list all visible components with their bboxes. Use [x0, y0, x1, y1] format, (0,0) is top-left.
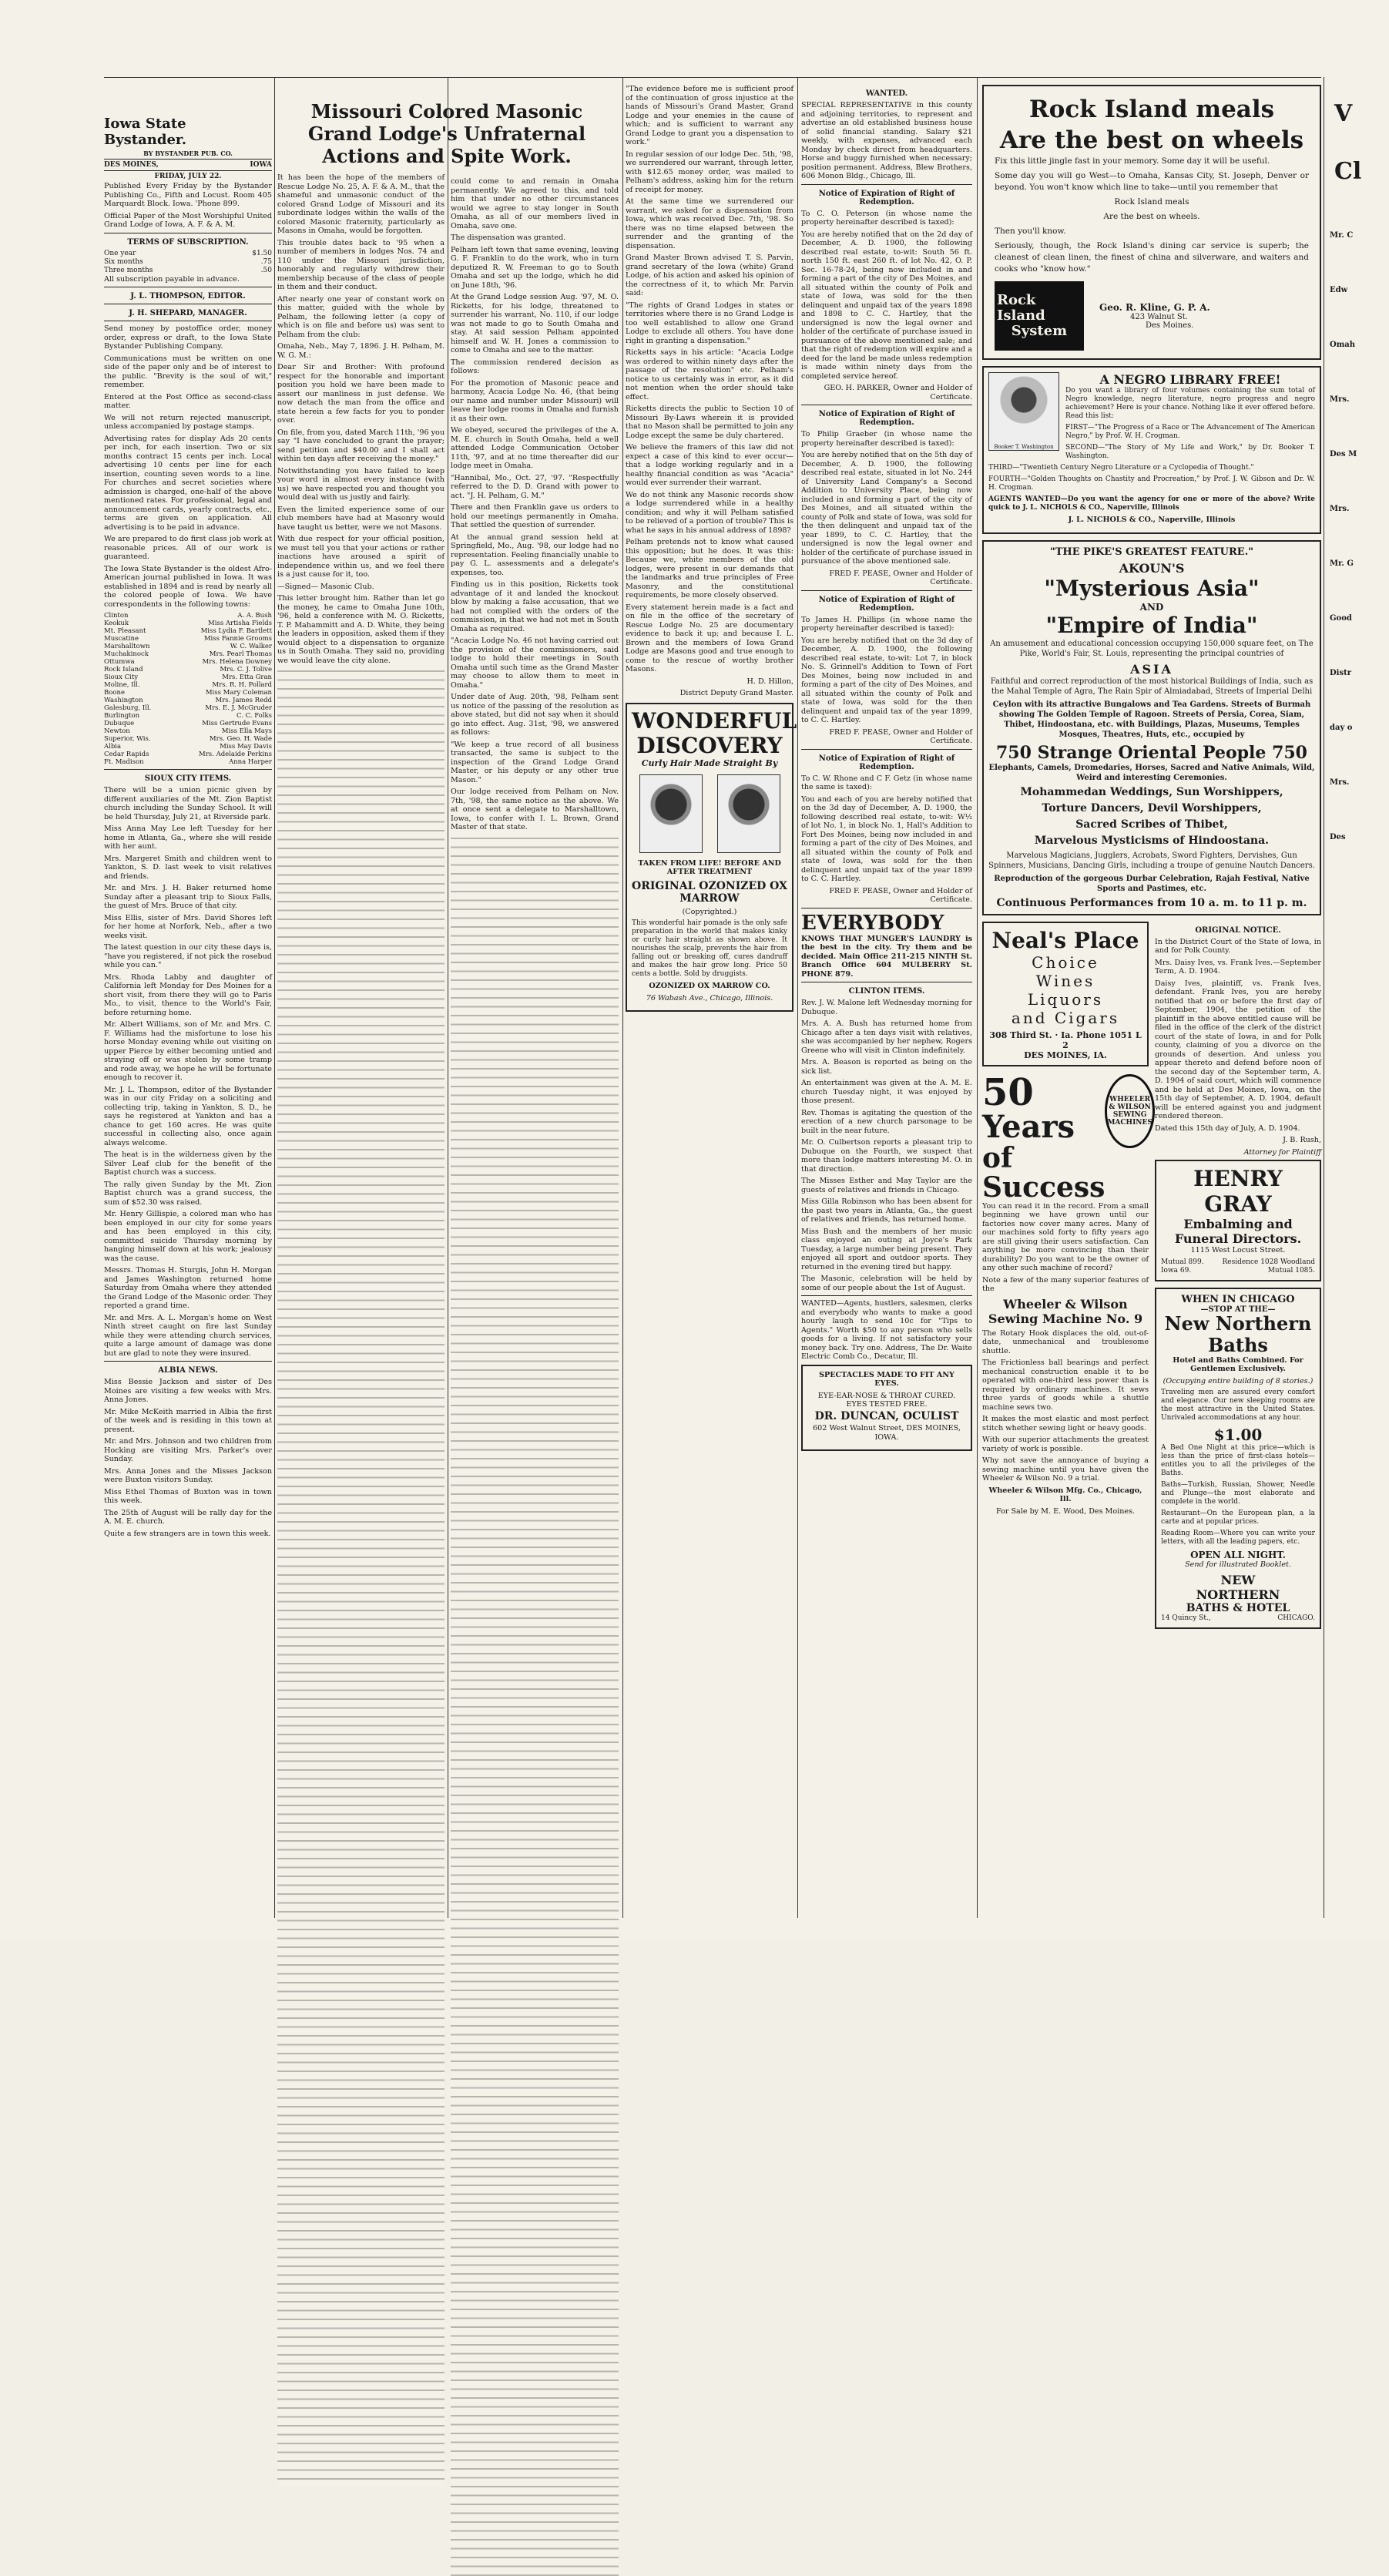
manager-line: J. H. SHEPARD, MANAGER. [129, 309, 247, 317]
divider [801, 749, 972, 750]
paragraph: We are prepared to do first class job work at reasonable prices. All of our work is guaranteed. [104, 535, 272, 561]
rock-island-ad [982, 85, 1321, 360]
article-paragraph: could come to and remain in Omaha permanently. We agreed to this, and told him that under no other circumstances would we agree to stay longer in South Omaha, as all of our members lived in Omaha, save one. [451, 177, 619, 230]
notice-body: You and each of you are hereby notified that on the 3d day of December, A. D. 1900, the following described real estate, to-wit: W½ of lot No. 1, in block No. 1, Hall's Addition to Fort Des Moines, being now included in and forming a part of the city of Des Moines, and all situated within the county of Polk and state of Iowa, was sold for the then delinquent and unpaid tax of the year 1899 to C. C. Hartley. [801, 794, 972, 883]
news-item: Miss Gilla Robinson who has been absent for the past two years in Atlanta, Ga., the guest of relatives and friends, has returned home. [801, 1197, 972, 1224]
wheeler-wilson-logo: WHEELER & WILSON SEWING MACHINES [1105, 1074, 1154, 1148]
article-paragraph: Grand Master Brown advised T. S. Parvin, grand secretary of the Iowa (white) Grand Lodge, of his action and asked his opinion of the correctness of it, to which Mr. Parvin said: [626, 254, 793, 297]
correspondent-row: Galesburg, Ill. Mrs. E. J. McGruder [104, 704, 272, 712]
notice-signature: FRED F. PEASE, Owner and Holder of Certificate. [829, 886, 972, 904]
article-paragraph: Ricketts directs the public to Section 10 of Missouri By-Laws wherein it is provided that no Mason shall be permitted to join any Lodge except the same be duly chartered. [626, 405, 793, 440]
column-1 [104, 85, 272, 1918]
edge-fragment: Mrs. [1330, 778, 1350, 787]
article-paragraph: "Hannibal, Mo., Oct. 27, '97. "Respectfully referred to the D. D. Grand with power to act. "J. H. Pelham, G. M." [451, 473, 619, 500]
pike-akoun: AKOUN'S [1119, 560, 1185, 576]
paragraph: Communications must be written on one side of the paper only and be of interest to the public. "Brevity is the soul of wit," remember. [104, 354, 272, 389]
news-item: Messrs. Thomas H. Sturgis, John H. Morgan and James Washington returned home Saturday from Omaha where they attended the Grand Lodge of the Masonic order. They reported a grand time. [104, 1266, 272, 1310]
divider [104, 1361, 272, 1362]
neals-item: and Cigars [1011, 1008, 1120, 1027]
edge-fragment: Mrs. [1330, 505, 1350, 513]
notice-signature: FRED F. PEASE, Owner and Holder of Certificate. [829, 569, 972, 586]
masthead-publisher: BY BYSTANDER PUB. CO. [143, 149, 233, 157]
correspondent-row: Ottumwa Mrs. Helena Downey [104, 658, 272, 666]
article-paragraph: Notwithstanding you have failed to keep your word in almost every instance (with us) we have respected you and thought you would deal with us justly and fairly. [277, 466, 445, 502]
portrait-before-image [639, 774, 703, 853]
news-item: Miss Bessie Jackson and sister of Des Moines are visiting a few weeks with Mrs. Anna Jones. [104, 1378, 272, 1404]
correspondent-row: Albia Miss May Davis [104, 743, 272, 751]
wheeler-body: The Frictionless ball bearings and perfect mechanical construction enable it to be operated with one-third less power than is required by ordinary machines. It sews three yards of goods while a shuttle machine sews two. [982, 1359, 1149, 1412]
edge-fragment: Distr [1330, 669, 1351, 677]
lower-ads-row [982, 922, 1321, 1629]
text-lines [277, 668, 445, 2486]
news-item: Mrs. A. A. Bush has returned home from Chicago after a ten days visit with relatives, she was accompanied by her nephew, Rogers Greene who will visit in Clinton indefinitely. [801, 1019, 972, 1055]
notice-recipient: To James H. Phillips (in whose name the property hereinafter described is taxed): [801, 615, 972, 633]
news-item: The 25th of August will be rally day for the A. M. E. church. [104, 1508, 272, 1526]
rock-island-logo: Rock Island System [995, 281, 1084, 351]
agents-wanted: WANTED—Agents, hustlers, salesmen, clerks and everybody who wants to make a good hourly laugh to send 10c for "Tips to Agents." Worth $50 to any person who sells goods for a living. If not satisfactory your money back. Try one. Address, The Dr. Waite Electric Comb Co., Decatur, Ill. [801, 1299, 972, 1361]
article-paragraph: Dear Sir and Brother: With profound respect for the honorable and important position you hold we have been made to assert our manliness in just defense. We now detach the man from the office and state herein a few facts for you to ponder over. [277, 363, 445, 425]
neals-address: 308 Third St. · Ia. Phone 1051 L 2 DES MOINES, IA. [989, 1029, 1142, 1060]
everybody-heading: EVERYBODY [801, 911, 944, 935]
article-paragraph: With due respect for your official position, we must tell you that your actions or rather inactions have aroused a spirit of independence within us, and we feel there is a just cause for it, too. [277, 535, 445, 579]
rock-island-title: Are the best on wheels [999, 126, 1304, 154]
pike-body: An amusement and educational concession occupying 150,000 square feet, on The Pike, World's Fair, St. Louis, representing the principal countries of ASIA Faithful and correct reproduction of the most historical Buildings of India, such as the Mahal Temple of Agra, The Rain Spir of Almiadabad, Streets of Imperial Delhi Ceylon with its attractive Bungalows and Tea Gardens. Streets of Burmah showing The Golden Temple of Ragoon. Streets of Persia, Corea, Siam, Thibet, Hindoostana, etc. with Buildings, Plazas, Museums, Temples Mosques, Theatres, Huts, etc., occupied by 750 Strange Oriental People 750 Elephants, Camels, Dromedaries, Horses, Sacred and Native Animals, Wild, Weird and interesting Ceremonies. Mohammedan Weddings, Sun Worshippers, Torture Dancers, Devil Worshippers, Sacred Scribes of Thibet, Marvelous Mysticisms of Hindoostana. Marvelous Magicians, Jugglers, Acrobats, Sword Fighters, Dervishes, Gun Spinners, Musicians, Dancing Girls, including a troupe of genuine Nautch Dancers. Reproduction of the gorgeous Durbar Celebration, Rajah Festival, Native Sports and Pastimes, etc. Continuous Performances from 10 a. m. to 11 p. m. [988, 639, 1315, 909]
notice-date: Dated this 15th day of July, A. D. 1904. [1155, 1123, 1300, 1133]
paragraph: Entered at the Post Office as second-class matter. [104, 392, 272, 410]
subscription-row: Six months .75 [104, 257, 272, 266]
masthead-state: IOWA [250, 161, 272, 169]
edge-fragments [1327, 100, 1389, 841]
masthead-city: DES MOINES, [104, 161, 159, 169]
signature: H. D. Hillon, [747, 677, 793, 686]
section-heading: CLINTON ITEMS. [848, 987, 925, 996]
neals-item: Choice [1032, 952, 1099, 972]
news-item: There will be a union picnic given by different auxiliaries of the Mt. Zion Baptist church including the Sunday School. It will be held Thursday, July 21, at Riverside park. [104, 786, 272, 821]
notice-heading: Notice of Expiration of Right of Redemption. [818, 754, 955, 771]
edge-fragment: V [1334, 100, 1353, 127]
pike-ad [982, 540, 1321, 915]
issue-date: FRIDAY, JULY 22. [154, 173, 222, 180]
edge-fragment: day o [1330, 724, 1353, 732]
correspondent-row: Dubuque Miss Gertrude Evans [104, 720, 272, 727]
news-item: The rally given Sunday by the Mt. Zion Baptist church was a grand success, the sum of $52.30 was raised. [104, 1180, 272, 1207]
article-paragraph: We obeyed, secured the privileges of the A. M. E. church in South Omaha, held a well attended Lodge Communication October 11th, '97, and at no time thereafter did our lodge meet in Omaha. [451, 426, 619, 470]
masthead-title: Iowa State Bystander. [104, 116, 187, 148]
notice-heading: Notice of Expiration of Right of Redemption. [818, 595, 955, 613]
edge-fragment: Omah [1330, 341, 1356, 349]
correspondent-row: Boone Miss Mary Coleman [104, 689, 272, 697]
article-paragraph: "Acacia Lodge No. 46 not having carried out the provision of the commissioners, said lodge to hold their meetings in South Omaha until such time as the Grand Master may choose to allow them to meet in Omaha." [451, 636, 619, 690]
text-lines [451, 835, 619, 2576]
ox-marrow-ad [626, 703, 797, 1013]
oculist-address: 602 West Walnut Street, DES MOINES, IOWA. [813, 1424, 961, 1442]
laundry-ad: KNOWS THAT MUNGER'S LAUNDRY is the best in the city. Try them and be decided. Main Office 211-215 NINTH St. Branch Office 604 MULBERRY St. PHONE 879. [801, 934, 972, 979]
product-name: ORIGINAL OZONIZED OX MARROW [632, 879, 787, 905]
wheeler-product: Wheeler & Wilson Sewing Machine No. 9 [988, 1296, 1143, 1326]
paragraph: Advertising rates for display Ads 20 cents per inch, for each insertion. Two or six months contract 15 cents per inch. Local advertising 10 cents per line for each insertion, counting seven words to a line. For churches and secret societies where admission is charged, one-half of the above mentioned rates. For professional, legal and announcement cards, yearly contracts, etc., terms are given on application. All advertising is to be paid in advance. [104, 434, 272, 532]
correspondent-row: Ft. Madison Anna Harper [104, 758, 272, 766]
correspondent-row: Superior, Wis. Mrs. Geo. H. Wade [104, 735, 272, 743]
news-item: Miss Ethel Thomas of Buxton was in town this week. [104, 1487, 272, 1505]
article-paragraph: We believe the framers of this law did not expect a case of this kind to ever occur—that a lodge working regularly and in a healthy financial condition as was "Acacia" would ever surrender their warrant. [626, 443, 793, 487]
correspondent-row: Cedar Rapids Mrs. Adelaide Perkins [104, 751, 272, 758]
negro-library-row [988, 372, 1315, 464]
news-item: Mr. and Mrs. Johnson and two children from Hocking are visiting Mrs. Parker's over Sunday. [104, 1437, 272, 1463]
article-paragraph: Omaha, Neb., May 7, 1896. J. H. Pelham, M. W. G. M.: [277, 342, 445, 360]
news-item: Mr. and Mrs. J. H. Baker returned home Sunday after a pleasant trip to Sioux Falls, the guest of Mrs. Bruce of that city. [104, 884, 272, 910]
news-item: Miss Bush and the members of her music class enjoyed an outing at Joyce's Park Tuesday, a large number being present. They enjoyed all sport and outdoor sports. They returned in the evening tired but happy. [801, 1227, 972, 1271]
pike-india-title: "Empire of India" [1045, 612, 1258, 638]
news-item: Mr. Albert Williams, son of Mr. and Mrs. C. F. Williams had the misfortune to lose his horse Monday evening while out visiting on upper Pierce by either becoming untied and straying off or was stolen by some tramp and rode away, we hope he will be fortunate enough to recover it. [104, 1020, 272, 1082]
henry-gray-phones: Mutual 899. Residence 1028 Woodland [1161, 1258, 1315, 1266]
notice-recipient: To C. O. Peterson (in whose name the property hereinafter described is taxed): [801, 209, 972, 227]
oculist-ad [801, 1365, 972, 1452]
company-name: OZONIZED OX MARROW CO. [649, 982, 770, 990]
article-paragraph: Our lodge received from Pelham on Nov. 7th, '98, the same notice as the above. We at once sent a delegate to Marshalltown, Iowa, to confer with I. L. Brown, Grand Master of that state. [451, 788, 619, 831]
divider [104, 769, 272, 770]
pike-header: "THE PIKE'S GREATEST FEATURE." [1049, 546, 1254, 558]
wanted-text: SPECIAL REPRESENTATIVE in this county and adjoining territories, to represent and advertise an old established business house of solid financial standing. Salary $21 weekly, with expenses, advanced each Monday by check direct from headquarters. Horse and buggy furnished when necessary; position permanent. Address, Blew Brothers, 606 Monon Bldg., Chicago, Ill. [801, 101, 972, 180]
article-paragraph: Finding us in this position, Ricketts took advantage of it and landed the knockout blow by making a false accusation, that we had not complied with the orders of the commission, in that we had not met in South Omaha as required. [451, 580, 619, 633]
pike-and: AND [1139, 601, 1164, 613]
news-item: Mrs. Rhoda Labby and daughter of California left Monday for Des Moines for a short visit, from there they will go to Paris Mo., to visit, thence to the World's Fair, before returning home. [104, 972, 272, 1017]
wheeler-body: With our superior attachments the greatest variety of work is possible. [982, 1436, 1149, 1453]
notice-heading: ORIGINAL NOTICE. [1195, 925, 1281, 935]
news-item: Mrs. Anna Jones and the Misses Jackson were Buxton visitors Sunday. [104, 1466, 272, 1484]
intro-text: Published Every Friday by the Bystander Publishing Co., Fifth and Locust. Room 405 Marquardt Block. Iowa. 'Phone 899. [104, 182, 272, 208]
correspondent-row: Newton Miss Ella Mays [104, 727, 272, 735]
rock-island-signer: Geo. R. Kline, G. P. A. 423 Walnut St. Des Moines. [1099, 302, 1210, 330]
henry-gray-name: HENRY GRAY [1193, 1166, 1283, 1217]
news-item: The Masonic, celebration will be held by some of our people about the 1st of August. [801, 1275, 972, 1292]
news-item: Miss Anna May Lee left Tuesday for her home in Atlanta, Ga., where she will reside with her aunt. [104, 825, 272, 851]
column-5 [801, 85, 972, 1918]
wheeler-company: Wheeler & Wilson Mfg. Co., Chicago, Ill. [988, 1486, 1142, 1503]
news-item: Mr. and Mrs. A. L. Morgan's home on West Ninth street caught on fire last Sunday while they were attending church services, quite a large amount of damage was done but are glad to note they were insured. [104, 1313, 272, 1358]
header-rule [104, 77, 1321, 78]
news-item: The heat is in the wilderness given by the Silver Leaf club for the benefit of the Baptist church was a success. [104, 1150, 272, 1177]
wheeler-body: You can read it in the record. From a small beginning we have grown until our factories now cover many acres. Many of our machines sold forty to fifty years ago are still giving their users satisfaction. Can anything be more convincing than their durability? Do you want to be the owner of any other such machine of record? [982, 1201, 1149, 1272]
edge-fragment: Mr. C [1330, 231, 1354, 240]
editor-line: J. L. THOMPSON, EDITOR. [130, 292, 246, 301]
column-rule [797, 77, 798, 1918]
wheeler-heading-row [982, 1070, 1152, 1204]
news-item: Rev. J. W. Malone left Wednesday morning for Dubuque. [801, 999, 972, 1016]
correspondent-row: Rock Island Mrs. C. J. Tolive [104, 666, 272, 673]
chicago-address: 14 Quincy St., CHICAGO. [1161, 1614, 1315, 1622]
photo-caption: TAKEN FROM LIFE! BEFORE AND AFTER TREATMENT [638, 858, 781, 876]
notice-body: You are hereby notified that on the 3d day of December, A. D. 1900, the following described real estate, to-wit: Lot 7, in block No. S. Grinnell's Addition to Town of Fort Des Moines, being now included in and forming a part of the city of Des Moines, and all situated within the county of Polk and state of Iowa, was sold for the then delinquent and unpaid tax of the year 1899, to C. C. Hartley. [801, 636, 972, 724]
new-northern-baths-ad: WHEN IN CHICAGO —STOP AT THE— New Northern Baths Hotel and Baths Combined. For Gentlemen Exclusively. (Occupying entire building of 8 stories.) Traveling men are assured every comfort and elegance. Our new sleeping rooms are the most attractive in the United States. Unrivaled accommodations at any hour. $1.00 A Bed One Night at this price—which is less than the price of first-class hotels—entitles you to all the privileges of the Baths. Baths—Turkish, Russian, Shower, Needle and Plunge—the most elaborate and complete in the world. Restaurant—On the European plan, a la carte and at popular prices. Reading Room—Where you can write your letters, with all the leading papers, etc. OPEN ALL NIGHT. Send for illustrated Booklet. NEW NORTHERN BATHS & HOTEL 14 Quincy St., CHICAGO. [1155, 1288, 1321, 1629]
correspondent-row: Mt. Pleasant Miss Lydia F. Bartlett [104, 627, 272, 635]
ad-body: This wonderful hair pomade is the only safe preparation in the world that makes kinky or curly hair straight as shown above. It nourishes the scalp, prevents the hair from falling out or breaking off, cures dandruff and makes the hair grow long. Price 50 cents a bottle. Sold by druggists. [632, 919, 787, 978]
correspondent-row: Keokuk Miss Artisha Fields [104, 620, 272, 627]
section-heading: SIOUX CITY ITEMS. [144, 774, 232, 783]
notice-recipient: To C. W. Rhone and C F. Getz (in whose name the same is taxed): [801, 774, 972, 791]
negro-library-ad: Booker T. Washington A NEGRO LIBRARY FREE! Do you want a library of four volumes containing the sum total of Negro knowledge, negro literature, negro progress and negro achievement? Here is your chance. Nothing like it ever offered before. Read this list: FIRST—"The Progress of a Race or The Advancement of The American Negro," by Prof. W. H. Crogman. SECOND—"The Story of My Life and Work," by Dr. Booker T. Washington. THIRD—"Twentieth Century Negro Literature or a Cyclopedia of Thought." FOURTH—"Golden Thoughts on Chastity and Procreation," by Prof. J. W. Gibson and Dr. W. H. Crogman. AGENTS WANTED—Do you want the agency for one or more of the above? Write quick to J. L. NICHOLS & CO., Naperville, Illinois J. L. NICHOLS & CO., Naperville, Illinois [982, 366, 1321, 534]
article-paragraph: At the same time we surrendered our warrant, we asked for a dispensation from Iowa, which was received Dec. 7th, '98. So there was no time elapsed between the surrender and the granting of the dispensation. [626, 197, 793, 250]
notice-body: Daisy Ives, plaintiff, vs. Frank Ives, defendant. Frank Ives, you are hereby notified that on or before the first day of September, 1904, the petition of the plaintiff in the above entitled cause will be filed in the office of the clerk of the district court of the state of Iowa, in and for Polk county, claiming of you a divorce on the grounds of desertion. And unless you appear thereto and defend before noon of the second day of the September term, A. D. 1904 of said court, which will commence and be held at Des Moines, Iowa, on the 15th day of September, A. D. 1904, default will be entered against you and judgment rendered thereon. [1155, 979, 1321, 1120]
article-paragraph: There and then Franklin gave us orders to hold our meetings permanently in Omaha. That settled the question of surrender. [451, 503, 619, 529]
correspondent-row: Marshalltown W. C. Walker [104, 643, 272, 650]
column-6-ads [982, 85, 1321, 1918]
article-paragraph: After nearly one year of constant work on this matter, guided with the whole by Pelham, the following letter (a copy of which is on file and before us) was sent to Pelham from the club: [277, 294, 445, 339]
rock-island-body: Fix this little jingle fast in your memory. Some day it will be useful. Some day you will go West—to Omaha, Kansas City, St. Joseph, Denver or beyond. You won't know which line to take—until you remember that Rock Island meals Are the best on wheels. Then you'll know. Seriously, though, the Rock Island's dining car service is superb; the cleanest of clean linen, the finest of china and silverware, and waiters and cooks who "know how." [995, 156, 1309, 274]
wheeler-body: The Rotary Hook displaces the old, out-of-date, unmechanical and troublesome shuttle. [982, 1328, 1149, 1355]
notice-parties: Mrs. Daisy Ives, vs. Frank Ives.—September Term, A. D. 1904. [1155, 958, 1321, 976]
column-4 [626, 85, 797, 1918]
article-paragraph: "The rights of Grand Lodges in states or territories where there is no Grand Lodge is too well established to allow one Grand Lodge to exclude all others. You have done right in granting a dispensation." [626, 301, 793, 345]
neals-item: Liquors [1027, 989, 1104, 1009]
column-3 [451, 177, 619, 1918]
pike-asia-title: "Mysterious Asia" [1044, 575, 1260, 601]
negro-library-title: A NEGRO LIBRARY FREE! [1099, 372, 1281, 387]
article-paragraph: We do not think any Masonic records show a lodge surrendered while in a healthy condition; and why it will Pelham satisfied to be relieved of a portion of trouble? This is what he says in his annual address of 1898? [626, 490, 793, 535]
news-item: Mr. Mike McKeith married in Albia the first of the week and is residing in this town at present. [104, 1407, 272, 1434]
notice-heading: Notice of Expiration of Right of Redemption. [818, 410, 955, 427]
edge-fragment: Mrs. [1330, 395, 1350, 404]
subscription-row: Three months .50 [104, 266, 272, 274]
article-paragraph: At the annual grand session held at Springfield, Mo., Aug. '98, our lodge had no representation. Feeling financially unable to pay G. L. assessments and a delegate's expenses, too. [451, 532, 619, 577]
article-paragraph: In regular session of our lodge Dec. 5th, '98, we surrendered our warrant, through letter, with $12.65 money order, was mailed to Pelham's address, asking him for the return of receipt for money. [626, 149, 793, 194]
article-paragraph: The commission rendered decision as follows: [451, 358, 619, 375]
adjacent-page-edge [1327, 77, 1389, 1926]
copyright: (Copyrighted.) [682, 907, 737, 916]
notice-body: You are hereby notified that on the 5th day of December, A. D. 1900, the following described real estate, situated in lot No. 244 of University Land Company's a Second Addition to University Place, being now included in and forming a part of the city of Des Moines, and all situated within the county of Polk and state of Iowa, was sold for the then delinquent and unpaid tax of the year 1899, to C. C. Hartley, that the undersigned is now the legal owner and holder of the certificate of purchase issued in pursuance of the above mentioned sale. [801, 451, 972, 566]
correspondent-row: Muscatine Miss Fannie Grooms [104, 635, 272, 643]
rock-island-title: Rock Island meals [1028, 96, 1275, 123]
notice-signature: GEO. H. PARKER, Owner and Holder of Certificate. [824, 384, 972, 401]
article-paragraph: The dispensation was granted. [451, 233, 566, 242]
henry-gray-phones: Iowa 69. Mutual 1085. [1161, 1266, 1315, 1275]
negro-library-text: A NEGRO LIBRARY FREE! Do you want a library of four volumes containing the sum total of Negro knowledge, negro literature, negro progress and negro achievement? Here is your chance. Nothing like it ever offered before. Read this list: FIRST—"The Progress of a Race or The Advancement of The American Negro," by Prof. W. H. Crogman. SECOND—"The Story of My Life and Work," by Dr. Booker T. Washington. [1065, 372, 1315, 460]
subscription-heading: TERMS OF SUBSCRIPTION. [127, 237, 249, 247]
notice-recipient: To Philip Graeber (in whose name the property hereinafter described is taxed): [801, 430, 972, 448]
article-paragraph: This letter brought him. Rather than let go the money, he came to Omaha June 10th, '96, held a conference with M. O. Ricketts, T. P. Mahammitt and A. D. White, they being the leaders in opposition, asked them if they would object to a dispensation to organize us in South Omaha. They said no, providing we would leave the city alone. [277, 594, 445, 665]
column-rule [977, 77, 978, 1918]
official-paper-text: Official Paper of the Most Worshipful United Grand Lodge of Iowa, A. F. & A. M. [104, 211, 272, 229]
news-item: Mr. O. Culbertson reports a pleasant trip to Dubuque on the Fourth, we suspect that more than lodge matters interesting M. O. in that direction. [801, 1138, 972, 1174]
masthead-dateline [104, 159, 272, 171]
correspondent-row: Washington Mrs. James Redd [104, 697, 272, 704]
edge-fragment: Cl [1334, 158, 1362, 185]
news-item: Mrs. A. Beason is reported as being on the sick list. [801, 1058, 972, 1076]
section-heading: ALBIA NEWS. [158, 1366, 218, 1375]
article-paragraph: Ricketts says in his article: "Acacia Lodge was ordered to within ninety days after the passage of the resolution" etc. Pelham's notice to us certainly was in error, as it did not mention when the order should take effect. [626, 348, 793, 401]
column-rule [622, 77, 623, 1918]
article-paragraph: It has been the hope of the members of Rescue Lodge No. 25, A. F. & A. M., that the shameful and unmasonic conduct of the colored Grand Lodge of Missouri and its subordinate lodges within the walls of the colored Masonic fraternity, particularly as Masons in Omaha, would be forgotten. [277, 173, 445, 235]
article-paragraph: —Signed— Masonic Club. [277, 582, 374, 591]
news-item: Mr. J. L. Thompson, editor of the Bystander was in our city Friday on a soliciting and collecting trip, taking in Yankton, S. D., he says he registered at Yankton and has a chance to get 160 acres. He was quite successful in collecting also, once again always welcome. [104, 1085, 272, 1147]
correspondent-row: Muchakinock Mrs. Pearl Thomas [104, 650, 272, 658]
notice-heading: Notice of Expiration of Right of Redemption. [818, 189, 955, 207]
wheeler-body: Note a few of the many superior features of the [982, 1275, 1149, 1293]
article-paragraph: "We keep a true record of all business transacted, the same is subject to the inspection of the Grand Lodge Grand Master, or his deputy or any other true Mason." [451, 740, 619, 784]
subscription-note: All subscription payable in advance. [104, 274, 240, 284]
wheeler-body: Why not save the annoyance of buying a sewing machine until you have given the Wheeler & Wilson No. 9 a trial. [982, 1456, 1149, 1483]
paragraph: The Iowa State Bystander is the oldest Afro-American journal published in Iowa. It was established in 1894 and is read by nearly all the colored people of Iowa. We have correspondents in the following towns: [104, 564, 272, 609]
fifty-years-heading: 50 Years of Success [982, 1070, 1105, 1204]
edge-fragment: Edw [1330, 286, 1348, 294]
edge-fragment: Des M [1330, 450, 1357, 458]
divider [801, 590, 972, 591]
article-paragraph: "The evidence before me is sufficient proof of the continuation of gross injustice at the hands of Missouri's Grand Master, Grand Lodge and your enemies in the cause of which; and is sufficient to warrant any Grand Lodge to grant you a dispensation to work." [626, 85, 793, 146]
notice-signature-title: Attorney for Plaintiff [1243, 1147, 1321, 1157]
correspondent-row: Moline, Ill. Mrs. R. H. Pollard [104, 681, 272, 689]
news-item: The Misses Esther and May Taylor are the guests of relatives and friends in Chicago. [801, 1177, 972, 1194]
divider [801, 1295, 972, 1296]
ad-title: WONDERFUL DISCOVERY [632, 707, 797, 758]
correspondents-list [104, 612, 272, 766]
edge-fragment: Mr. G [1330, 559, 1354, 568]
ad-subtitle: Curly Hair Made Straight By [641, 757, 778, 768]
spectacles-line: SPECTACLES MADE TO FIT ANY EYES. [819, 1370, 955, 1388]
correspondent-row: Clinton A. A. Bush [104, 612, 272, 620]
subscription-row: One year $1.50 [104, 249, 272, 257]
column-rule [274, 77, 275, 1918]
news-item: Mrs. Margeret Smith and children went to Yankton, S. D. last week to visit relatives and friends. [104, 854, 272, 881]
article-paragraph: Pelham left town that same evening, leaving G. F. Franklin to do the work, who in turn deputized R. W. Freeman to go to South Omaha and set up the lodge, which he did on June 18th, '96. [451, 245, 619, 290]
article-paragraph: Under date of Aug. 20th, '98, Pelham sent us notice of the passing of the resolution as above stated, but did not say when it should go into effect. Aug. 31st, '98, we answered as follows: [451, 693, 619, 737]
paragraph: We will not return rejected manuscript, unless accompanied by postage stamps. [104, 413, 272, 431]
wheeler-body: It makes the most elastic and most perfect stitch whether sewing light or heavy goods. [982, 1415, 1149, 1432]
news-item: Miss Ellis, sister of Mrs. David Shores left for her home at Norfork, Neb., after a two weeks visit. [104, 913, 272, 940]
neals-item: Wines [1035, 971, 1095, 990]
article-paragraph: On file, from you, dated March 11th, '96 you say "I have concluded to grant the prayer; send petition and $40.00 and I shall act within ten days after receiving the money." [277, 428, 445, 463]
article-paragraph: Even the limited experience some of our club members have had at Masonry would have taught us better, were we not Masons. [277, 505, 445, 532]
paragraph: Send money by postoffice order, money order, express or draft, to the Iowa State Bystander Publishing Company. [104, 324, 272, 351]
henry-gray-ad: HENRY GRAY Embalming and Funeral Directors. 1115 West Locust Street. Mutual 899. Residence 1028 Woodland Iowa 69. Mutual 1085. [1155, 1160, 1321, 1281]
lower-left-ads [982, 922, 1152, 1629]
neals-title: Neal's Place [991, 927, 1139, 953]
correspondent-row: Sioux City Mrs. Etta Gran [104, 673, 272, 681]
portrait-row [632, 774, 787, 853]
edge-fragment: Des [1330, 833, 1346, 841]
spectacles-line: EYE-EAR-NOSE & THROAT CURED. EYES TESTED FREE. [817, 1391, 956, 1409]
news-item: Mr. Henry Gillispie, a colored man who has been employed in our city for some years and has been employed in this city, committed suicide Thursday morning by hanging himself down at his work; jealousy was the cause. [104, 1210, 272, 1263]
article-paragraph: For the promotion of Masonic peace and harmony, Acacia Lodge No. 46, (that being our name and number under Missouri) will leave her lodge rooms in Omaha and furnish it as their own. [451, 378, 619, 423]
notice-body: You are hereby notified that on the 2d day of December, A. D. 1900, the following described real estate, to-wit: South 56 ft. north 150 ft. east 260 ft. of lot No. 42, O. P. Sec. 16-78-24, being now included in and forming a part of the city of Des Moines, and all situated within the county of Polk and state of Iowa, was sold for the then delinquent and unpaid tax of the years 1898 and 1898 to C. C. Hartley, that the undersigned is now the legal owner and holder of the certificate of purchase issued in pursuance of the above mentioned sale; and that the right of redemption will expire and a deed for the land be made unless redemption is made within ninety days from the completed service hereof. [801, 230, 972, 381]
divider [801, 184, 972, 185]
rock-island-signature-row [995, 281, 1309, 351]
wanted-heading: WANTED. [865, 89, 908, 98]
notice-court: In the District Court of the State of Iowa, in and for Polk County. [1155, 937, 1321, 955]
article-paragraph: This trouble dates back to '95 when a number of members in lodges Nos. 74 and 110 under the Missouri jurisdiction, honorably and regularly withdrew their membership because of the class of people in them and their conduct. [277, 238, 445, 291]
oculist-name: DR. DUNCAN, OCULIST [814, 1409, 959, 1422]
wheeler-dealer: For Sale by M. E. Wood, Des Moines. [995, 1506, 1136, 1516]
notice-signature: FRED F. PEASE, Owner and Holder of Certificate. [829, 727, 972, 745]
news-item: The latest question in our city these days is, "have you registered, if not pick the rosebud while you can." [104, 943, 272, 969]
company-address: 76 Wabash Ave., Chicago, Illinois. [646, 993, 773, 1003]
article-paragraph: Every statement herein made is a fact and on file in the office of the secretary of Rescue Lodge No. 25 are documentary evidence to back it up; and because I. L. Brown and the members of Iowa Grand Lodge are Masons good and true enough to come to the rescue of worthy brother Masons. [626, 603, 793, 673]
book-cover-image: Booker T. Washington [988, 372, 1059, 451]
correspondent-row: Burlington C. C. Folks [104, 712, 272, 720]
portrait-after-image [717, 774, 780, 853]
news-item: Quite a few strangers are in town this week. [104, 1529, 271, 1538]
neals-place-ad [982, 922, 1149, 1066]
news-item: An entertainment was given at the A. M. E. church Tuesday night, it was enjoyed by those present. [801, 1079, 972, 1105]
news-item: Rev. Thomas is agitating the question of the erection of a new church parsonage to be built in the near future. [801, 1108, 972, 1135]
article-paragraph: Pelham pretends not to know what caused this opposition; but he does. It was this: Because we, white members of the old lodges, were present in our demands that the landmarks and true principles of Free Masonry, and the constitutional requirements, be more closely observed. [626, 538, 793, 599]
article-headline: Missouri Colored Masonic Grand Lodge's Unfraternal Actions and Spite Work. [307, 100, 586, 167]
article-paragraph: At the Grand Lodge session Aug. '97, M. O. Ricketts, for his lodge, threatened to surrender his warrant, No. 110, if our lodge was not made to go to South Omaha and stay. At said session Pelham appointed himself and W. H. Jones a commission to come to Omaha and see to the matter. [451, 293, 619, 354]
notice-signature: J. B. Rush, [1283, 1136, 1321, 1144]
lower-right-ads [1155, 922, 1321, 1629]
signature-title: District Deputy Grand Master. [679, 689, 793, 697]
edge-fragment: Good [1330, 614, 1352, 623]
